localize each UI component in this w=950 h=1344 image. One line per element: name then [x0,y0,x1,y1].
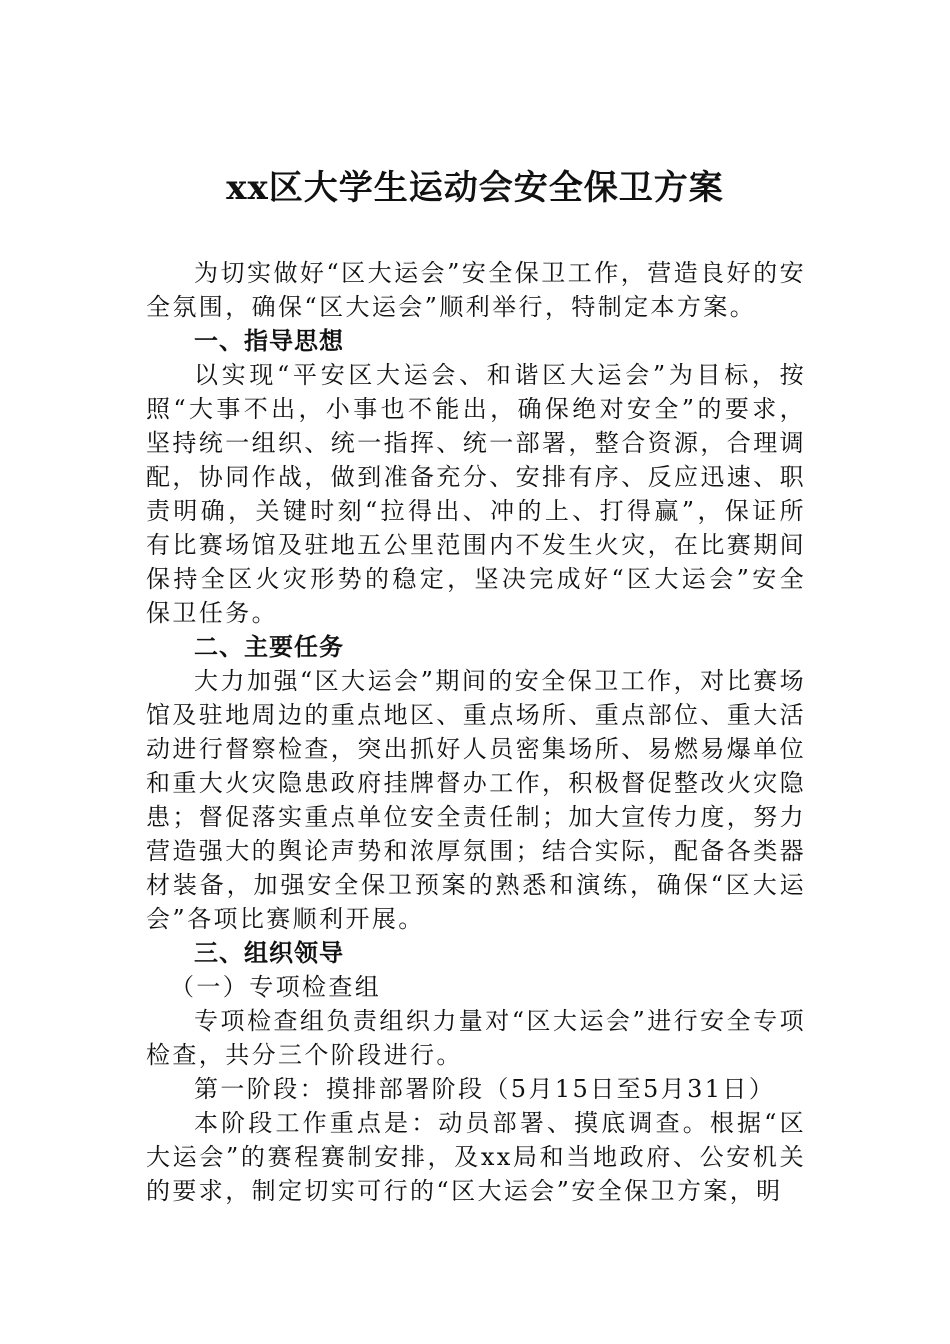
main-tasks-paragraph: 大力加强“区大运会”期间的安全保卫工作，对比赛场馆及驻地周边的重点地区、重点场所、重点部位、重大活动进行督察检查，突出抓好人员密集场所、易燃易爆单位和重大火灾隐患政府挂牌督办工作，积极督促整改火灾隐患；督促落实重点单位安全责任制；加大宣传力度，努力营造强大的舆论声势和浓厚氛围；结合实际，配备各类器材装备，加强安全保卫预案的熟悉和演练，确保“区大运会”各项比赛顺利开展。 [146,667,806,933]
inspection-group-paragraph: 专项检查组负责组织力量对“区大运会”进行安全专项检查，共分三个阶段进行。 [146,1007,806,1069]
subsection-heading-inspection-group: （一）专项检查组 [170,973,382,1001]
intro-paragraph: 为切实做好“区大运会”安全保卫工作，营造良好的安全氛围，确保“区大运会”顺利举行，特制定本方案。 [146,259,806,321]
phase-one-heading: 第一阶段：摸排部署阶段（5月15日至5月31日） [194,1075,776,1103]
section-heading-guiding-ideology: 一、指导思想 [194,327,344,355]
section-heading-main-tasks: 二、主要任务 [194,633,344,661]
guiding-ideology-paragraph: 以实现“平安区大运会、和谐区大运会”为目标，按照“大事不出，小事也不能出，确保绝对安全”的要求，坚持统一组织、统一指挥、统一部署，整合资源，合理调配，协同作战，做到准备充分、安排有序、反应迅速、职责明确，关键时刻“拉得出、冲的上、打得赢”，保证所有比赛场馆及驻地五公里范围内不发生火灾，在比赛期间保持全区火灾形势的稳定，坚决完成好“区大运会”安全保卫任务。 [146,361,806,627]
phase-one-paragraph: 本阶段工作重点是：动员部署、摸底调查。根据“区大运会”的赛程赛制安排，及xx局和当地政府、公安机关的要求，制定切实可行的“区大运会”安全保卫方案，明 [146,1109,806,1205]
section-heading-organization: 三、组织领导 [194,939,344,967]
document-body [146,256,806,1208]
document-title: xx区大学生运动会安全保卫方案 [226,168,724,208]
